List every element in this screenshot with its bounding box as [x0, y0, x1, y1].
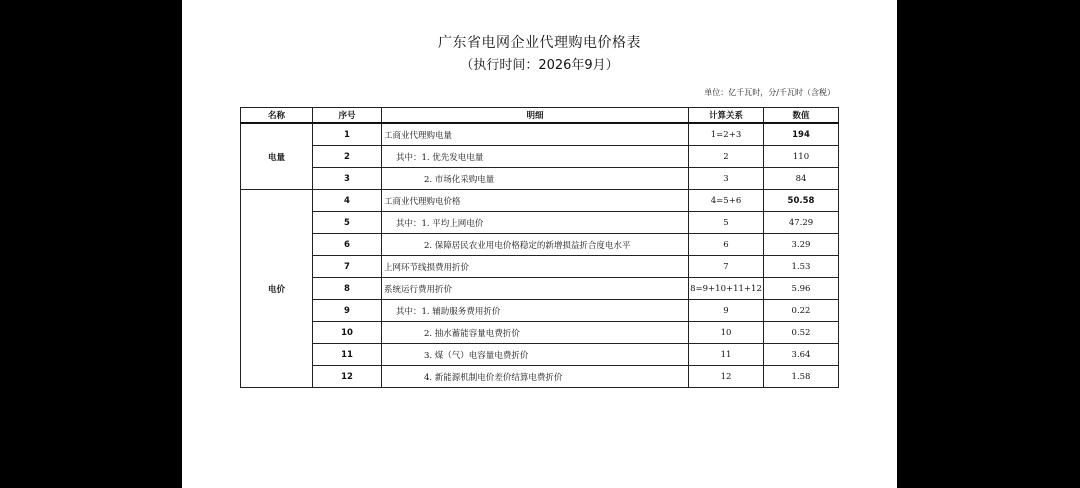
row-relation: 1=2+3: [689, 123, 764, 146]
row-seq: 9: [313, 300, 382, 322]
row-detail: 2. 市场化采购电量: [382, 168, 689, 190]
header-detail: 明细: [382, 108, 689, 124]
table-row: [241, 300, 839, 322]
header-relation: 计算关系: [689, 108, 764, 124]
table-row: [241, 212, 839, 234]
header-value: 数值: [764, 108, 839, 124]
row-detail: 上网环节线损费用折价: [382, 256, 689, 278]
price-table: [240, 107, 839, 388]
row-value: 47.29: [764, 212, 839, 234]
row-detail: 工商业代理购电量: [382, 123, 689, 146]
row-relation: 6: [689, 234, 764, 256]
row-seq: 10: [313, 322, 382, 344]
row-value: 84: [764, 168, 839, 190]
table-row: [241, 168, 839, 190]
row-value: 0.22: [764, 300, 839, 322]
row-seq: 6: [313, 234, 382, 256]
row-value: 5.96: [764, 278, 839, 300]
row-detail: 其中：1. 平均上网电价: [382, 212, 689, 234]
row-value: 1.53: [764, 256, 839, 278]
row-detail: 系统运行费用折价: [382, 278, 689, 300]
group-name-quantity: 电量: [241, 123, 313, 190]
row-seq: 8: [313, 278, 382, 300]
row-relation: 10: [689, 322, 764, 344]
row-seq: 7: [313, 256, 382, 278]
document-title: 广东省电网企业代理购电价格表: [438, 35, 641, 51]
row-value: 3.29: [764, 234, 839, 256]
row-detail: 其中：1. 辅助服务费用折价: [382, 300, 689, 322]
row-relation: 8=9+10+11+12: [689, 278, 764, 300]
table-row: [241, 256, 839, 278]
row-detail: 工商业代理购电价格: [382, 190, 689, 212]
table-header-row: [241, 108, 839, 124]
row-value: 1.58: [764, 366, 839, 388]
table-row: [241, 344, 839, 366]
row-seq: 4: [313, 190, 382, 212]
row-relation: 7: [689, 256, 764, 278]
table-row: [241, 366, 839, 388]
header-name: 名称: [241, 108, 313, 124]
document-page: [182, 0, 897, 488]
row-value: 0.52: [764, 322, 839, 344]
document-subtitle: （执行时间：2026年9月）: [460, 58, 619, 73]
table-row: [241, 278, 839, 300]
row-relation: 2: [689, 146, 764, 168]
table-row: [241, 322, 839, 344]
row-seq: 11: [313, 344, 382, 366]
row-detail: 2. 抽水蓄能容量电费折价: [382, 322, 689, 344]
row-value: 110: [764, 146, 839, 168]
row-relation: 11: [689, 344, 764, 366]
row-value: 194: [764, 123, 839, 146]
row-detail: 3. 煤（气）电容量电费折价: [382, 344, 689, 366]
unit-note: 单位：亿千瓦时，分/千瓦时（含税）: [704, 88, 835, 97]
table-row: [241, 190, 839, 212]
row-detail: 2. 保障居民农业用电价格稳定的新增损益折合度电水平: [382, 234, 689, 256]
row-seq: 3: [313, 168, 382, 190]
row-seq: 12: [313, 366, 382, 388]
group-name-price: 电价: [241, 190, 313, 388]
row-relation: 3: [689, 168, 764, 190]
row-value: 50.58: [764, 190, 839, 212]
row-seq: 1: [313, 123, 382, 146]
row-detail: 4. 新能源机制电价差价结算电费折价: [382, 366, 689, 388]
header-seq: 序号: [313, 108, 382, 124]
row-detail: 其中：1. 优先发电电量: [382, 146, 689, 168]
row-relation: 4=5+6: [689, 190, 764, 212]
row-relation: 9: [689, 300, 764, 322]
row-relation: 12: [689, 366, 764, 388]
row-relation: 5: [689, 212, 764, 234]
table-row: [241, 123, 839, 146]
table-row: [241, 146, 839, 168]
row-value: 3.64: [764, 344, 839, 366]
row-seq: 2: [313, 146, 382, 168]
table-row: [241, 234, 839, 256]
row-seq: 5: [313, 212, 382, 234]
